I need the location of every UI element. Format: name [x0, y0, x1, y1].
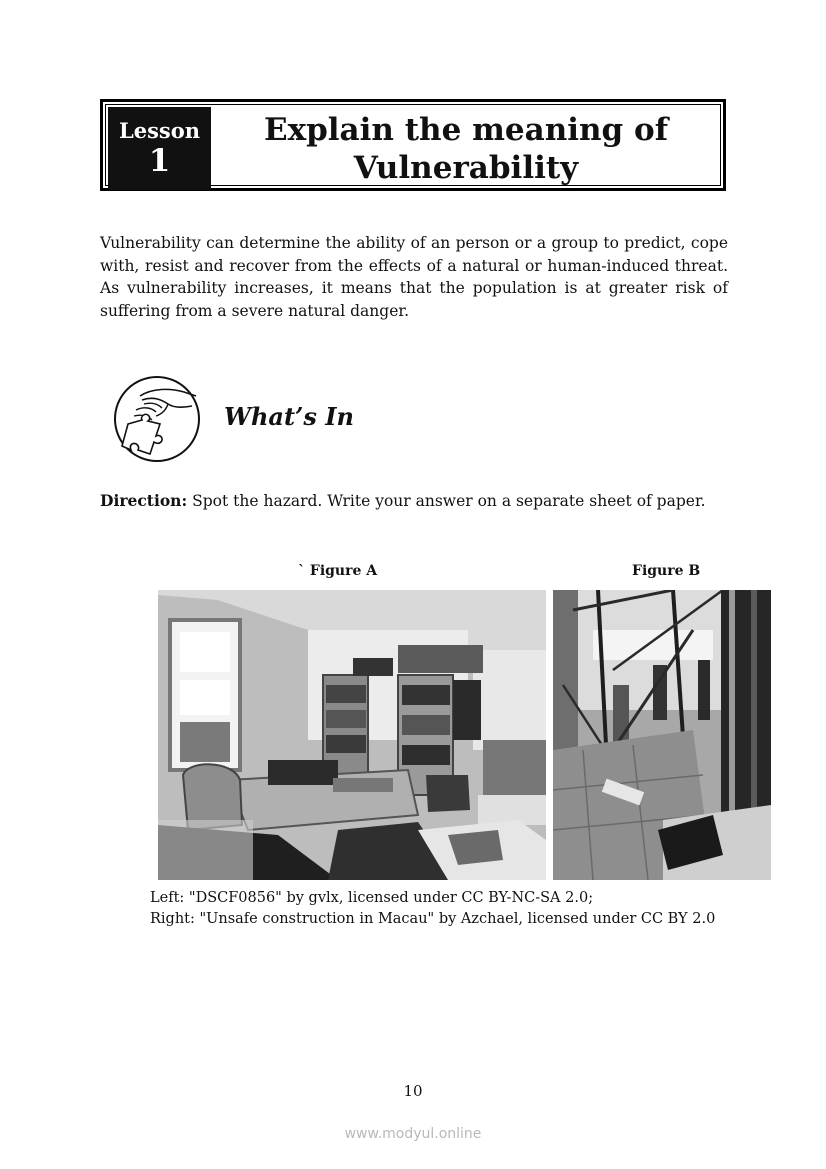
hand-puzzle-icon: [112, 374, 204, 464]
intro-paragraph: Vulnerability can determine the ability of an person or a group to predict, cope with, resist and recover from the effects of a natural or human-induced threat. As vulnerability increases, it means that the population is at greater risk of suffering from a severe natural danger.: [100, 234, 728, 320]
figure-a-photo: [158, 590, 546, 880]
figure-a-label: ` Figure A: [298, 563, 378, 579]
credit-left: Left: "DSCF0856" by gvlx, licensed under CC BY-NC-SA 2.0;: [150, 890, 594, 906]
office-scene: [158, 590, 546, 880]
lesson-title-line1: Explain the meaning of: [263, 112, 669, 148]
whats-in-heading: What’s In: [224, 402, 354, 431]
credit-right: Right: "Unsafe construction in Macau" by Azchael, licensed under CC BY 2.0: [150, 911, 716, 927]
direction-label: Direction:: [100, 491, 188, 510]
construction-scene: [553, 590, 771, 880]
lesson-word: Lesson: [118, 118, 201, 143]
lesson-title: [215, 109, 717, 186]
direction-line: [100, 490, 740, 512]
watermark: www.modyul.online: [344, 1126, 482, 1142]
lesson-number: 1: [148, 143, 171, 179]
lesson-number-badge: [108, 107, 211, 190]
photo-credits: [150, 888, 770, 930]
lesson-header: [100, 99, 726, 191]
figure-b-label: Figure B: [632, 563, 701, 579]
direction-text: Spot the hazard. Write your answer on a separate sheet of paper.: [192, 492, 706, 510]
lesson-title-line2: Vulnerability: [353, 150, 579, 186]
figure-b-photo: [553, 590, 771, 880]
page-number: 10: [403, 1082, 423, 1100]
